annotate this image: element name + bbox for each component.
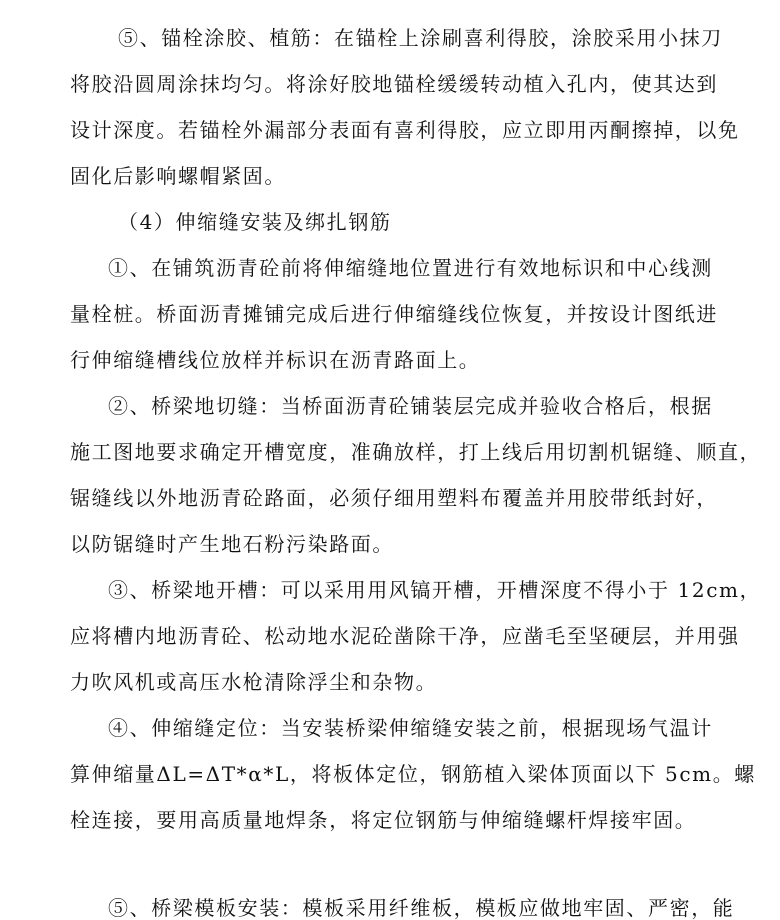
text-line: 施工图地要求确定开槽宽度，准确放样，打上线后用切割机锯缝、顺直， [70,440,762,464]
text-line: 以防锯缝时产生地石粉污染路面。 [70,532,394,556]
text-line: 将胶沿圆周涂抹均匀。将涂好胶地锚栓缓缓转动植入孔内，使其达到 [70,72,718,96]
text-line: 量栓桩。桥面沥青摊铺完成后进行伸缩缝线位恢复，并按设计图纸进 [70,302,718,326]
text-line: ⑤、桥梁模板安装：模板采用纤维板，模板应做地牢固、严密，能 [108,896,735,920]
section-heading: （4）伸缩缝安装及绑扎钢筋 [118,210,392,234]
text-line: 行伸缩缝槽线位放样并标识在沥青路面上。 [70,348,481,372]
text-line: ④、伸缩缝定位：当安装桥梁伸缩缝安装之前，根据现场气温计 [108,716,713,740]
text-line: ①、在铺筑沥青砼前将伸缩缝地位置进行有效地标识和中心线测 [108,256,713,280]
text-line: ⑤、锚栓涂胶、植筋：在锚栓上涂刷喜利得胶，涂胶采用小抹刀 [118,26,723,50]
text-line: 力吹风机或高压水枪清除浮尘和杂物。 [70,670,438,694]
text-line: 锯缝线以外地沥青砼路面，必须仔细用塑料布覆盖并用胶带纸封好， [70,486,718,510]
text-line: 栓连接，要用高质量地焊条，将定位钢筋与伸缩缝螺杆焊接牢固。 [70,808,697,832]
text-line: 应将槽内地沥青砼、松动地水泥砼凿除干净，应凿毛至坚硬层，并用强 [70,624,740,648]
text-line: 设计深度。若锚栓外漏部分表面有喜利得胶，应立即用丙酮擦掉，以免 [70,118,740,142]
text-line: 固化后影响螺帽紧固。 [70,164,286,188]
text-line: ③、桥梁地开槽：可以采用用风镐开槽，开槽深度不得小于 12cm， [108,578,762,602]
text-line: ②、桥梁地切缝：当桥面沥青砼铺装层完成并验收合格后，根据 [108,394,713,418]
text-line: 算伸缩量ΔL=ΔT*α*L，将板体定位，钢筋植入梁体顶面以下 5cm。螺 [70,762,756,786]
